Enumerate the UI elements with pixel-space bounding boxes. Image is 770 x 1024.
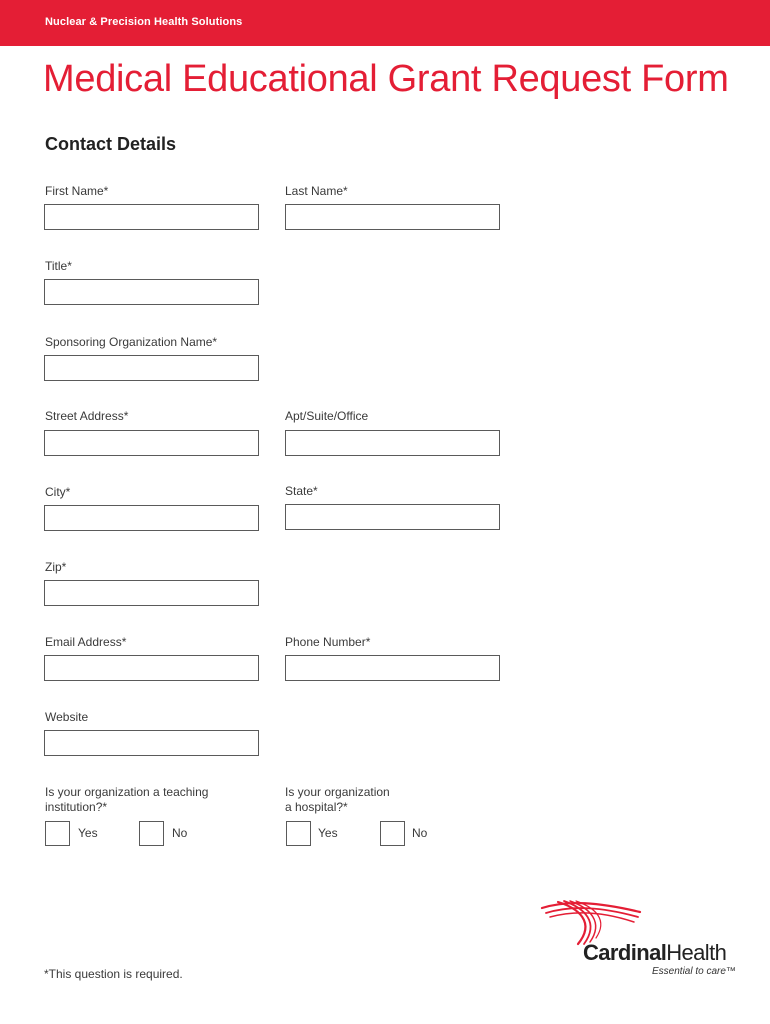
street-address-field[interactable] — [44, 430, 259, 456]
logo-wordmark: CardinalHealth — [583, 940, 727, 965]
phone-field[interactable] — [285, 655, 500, 681]
last-name-label: Last Name* — [285, 184, 348, 198]
teaching-yes-checkbox[interactable] — [45, 821, 70, 846]
sponsoring-org-label: Sponsoring Organization Name* — [45, 335, 218, 349]
teaching-question-label: Is your organization a teaching institution?* — [45, 785, 209, 814]
sponsoring-org-field[interactable] — [44, 355, 259, 381]
phone-label: Phone Number* — [285, 635, 371, 649]
cardinal-health-logo — [538, 898, 736, 982]
first-name-field[interactable] — [44, 204, 259, 230]
apt-suite-field[interactable] — [285, 430, 500, 456]
first-name-label: First Name* — [45, 184, 109, 198]
hospital-yes-label: Yes — [318, 826, 338, 840]
zip-label: Zip* — [45, 560, 67, 574]
apt-suite-label: Apt/Suite/Office — [285, 409, 369, 423]
header-bar — [0, 0, 770, 46]
required-footnote: *This question is required. — [44, 967, 183, 981]
division-name: Nuclear & Precision Health Solutions — [45, 16, 243, 28]
teaching-yes-label: Yes — [78, 826, 98, 840]
teaching-no-checkbox[interactable] — [139, 821, 164, 846]
state-label: State* — [285, 484, 318, 498]
title-field[interactable] — [44, 279, 259, 305]
hospital-yes-checkbox[interactable] — [286, 821, 311, 846]
city-field[interactable] — [44, 505, 259, 531]
form-title: Medical Educational Grant Request Form — [43, 58, 729, 100]
section-title: Contact Details — [45, 134, 177, 154]
street-address-label: Street Address* — [45, 409, 129, 423]
hospital-no-checkbox[interactable] — [380, 821, 405, 846]
zip-field[interactable] — [44, 580, 259, 606]
city-label: City* — [45, 485, 71, 499]
last-name-field[interactable] — [285, 204, 500, 230]
website-label: Website — [45, 710, 89, 724]
website-field[interactable] — [44, 730, 259, 756]
state-field[interactable] — [285, 504, 500, 530]
email-label: Email Address* — [45, 635, 127, 649]
title-label: Title* — [45, 259, 72, 273]
hospital-no-label: No — [412, 826, 428, 840]
teaching-no-label: No — [172, 826, 188, 840]
logo-tagline: Essential to care™ — [652, 966, 736, 977]
email-field[interactable] — [44, 655, 259, 681]
hospital-question-label: Is your organization a hospital?* — [285, 785, 390, 814]
